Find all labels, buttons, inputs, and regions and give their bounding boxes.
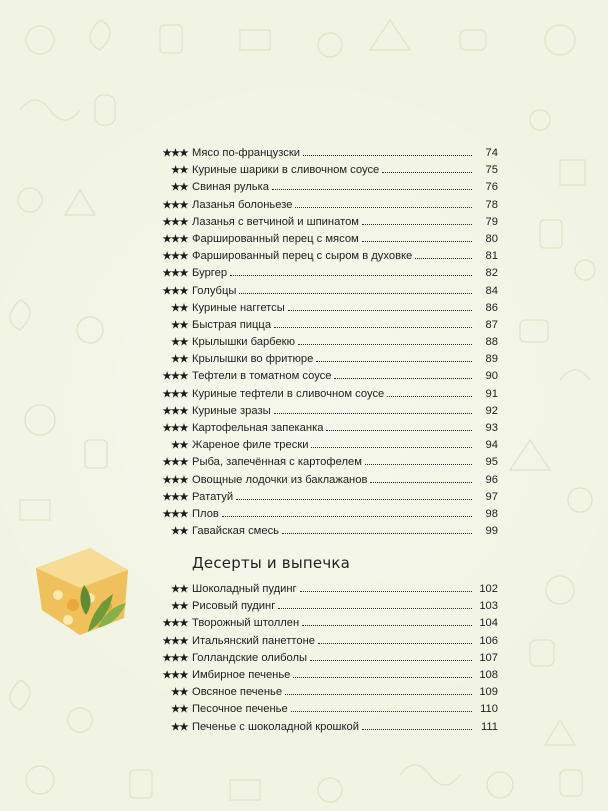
dot-leader [274,327,472,328]
recipe-title: Свиная рулька [192,181,270,194]
toc-entry [148,437,498,454]
recipe-title: Быстрая пицца [192,318,272,331]
toc-entry [148,420,498,437]
difficulty-stars: ★★★ [162,216,188,228]
page-number: 109 [479,686,498,699]
recipe-title: Жареное филе трески [192,439,309,452]
difficulty-stars: ★★★ [162,285,188,297]
recipe-title: Гавайская смесь [192,525,279,538]
dot-leader [326,430,472,431]
difficulty-stars: ★★ [171,440,188,452]
difficulty-stars: ★★★ [162,199,188,211]
dot-leader [365,464,472,465]
toc-entry [148,334,498,351]
section-title-desserts: Десерты и выпечка [192,554,351,572]
page-number: 74 [485,147,498,159]
difficulty-stars: ★★★ [162,233,188,245]
recipe-title: Рататуй [192,490,234,503]
toc-entry [148,701,498,718]
dot-leader [362,729,472,730]
dot-leader [288,310,472,311]
recipe-title: Крылышки во фритюре [192,353,314,366]
toc-entry [148,197,498,214]
recipe-title: Фаршированный перец с сыром в духовке [192,250,413,263]
page-number: 81 [485,250,498,263]
toc-entry [148,454,498,471]
toc-entry [148,179,498,196]
dot-leader [222,516,472,517]
dot-leader [291,711,472,712]
recipe-title: Плов [192,507,219,520]
dot-leader [239,293,472,294]
toc-entry [148,145,498,162]
toc-entry [148,633,498,650]
recipe-title: Бургер [192,267,228,280]
recipe-title: Овощные лодочки из баклажанов [192,473,368,486]
dot-leader [310,660,472,661]
recipe-title: Фаршированный перец с мясом [192,232,359,245]
toc-entry [148,300,498,317]
recipe-title: Итальянский панеттоне [192,634,316,647]
recipe-title: Голубцы [192,284,237,297]
toc-entry [148,650,498,667]
recipe-title: Куриные наггетсы [192,301,285,314]
toc-entry [148,214,498,231]
page-number: 86 [485,301,498,314]
difficulty-stars: ★★★ [162,405,188,417]
page-number: 91 [485,387,498,400]
toc-entry [148,231,498,248]
toc-entry [148,317,498,334]
toc-entry [148,351,498,368]
page-number: 99 [485,525,498,538]
dot-leader [230,275,472,276]
recipe-title: Имбирное печенье [192,668,291,681]
difficulty-stars: ★★★ [162,268,188,280]
difficulty-stars: ★★ [171,302,188,314]
recipe-title: Творожный штоллен [192,617,300,630]
recipe-title: Печенье с шоколадной крошкой [192,720,360,733]
difficulty-stars: ★★ [171,721,188,733]
page-number: 92 [485,404,498,417]
difficulty-stars: ★★ [171,601,188,613]
recipe-title: Голландские олиболы [192,651,308,664]
difficulty-stars: ★★★ [162,457,188,469]
difficulty-stars: ★★★ [162,388,188,400]
dot-leader [362,241,472,242]
dot-leader [236,499,472,500]
dot-leader [303,155,472,156]
page-number: 79 [485,215,498,228]
recipe-title: Рыба, запечённая с картофелем [192,456,362,469]
toc-entry [148,598,498,615]
difficulty-stars: ★★ [171,526,188,538]
dot-leader [362,224,472,225]
page-number: 76 [485,181,498,194]
page-number: 107 [479,651,498,664]
page-number: 96 [485,473,498,486]
page-number: 103 [479,600,498,613]
cake-slice-illustration [28,540,138,640]
dot-leader [272,189,472,190]
toc-entry [148,368,498,385]
toc-entry [148,506,498,523]
toc-entry [148,386,498,403]
recipe-title: Рисовый пудинг [192,600,276,613]
toc-entry [148,265,498,282]
page-number: 108 [479,668,498,681]
page-number: 88 [485,336,498,349]
difficulty-stars: ★★ [171,337,188,349]
recipe-title: Тефтели в томатном соусе [192,370,332,383]
dot-leader [382,172,472,173]
dot-leader [387,396,472,397]
page-number: 78 [485,198,498,211]
toc-entry [148,667,498,684]
recipe-title: Овсяное печенье [192,686,283,699]
dot-leader [415,258,472,259]
dot-leader [302,625,472,626]
difficulty-stars: ★★★ [162,669,188,681]
page-number: 75 [485,164,498,177]
difficulty-stars: ★★★ [162,423,188,434]
page-number: 87 [485,318,498,331]
toc-entry [148,472,498,489]
toc-entry [148,523,498,540]
recipe-title: Песочное печенье [192,703,288,716]
dot-leader [282,533,472,534]
difficulty-stars: ★★★ [162,371,188,383]
recipe-title: Куриные тефтели в сливочном соусе [192,387,385,400]
recipe-title: Картофельная запеканка [192,422,324,434]
difficulty-stars: ★★ [171,687,188,699]
recipe-title: Мясо по-французски [192,147,301,159]
page-number: 110 [480,703,498,716]
dot-leader [298,344,472,345]
dot-leader [295,207,472,208]
dot-leader [285,694,472,695]
difficulty-stars: ★★ [171,319,188,331]
difficulty-stars: ★★ [171,704,188,716]
toc-entry [148,248,498,265]
toc-entry [148,283,498,300]
difficulty-stars: ★★ [171,182,188,194]
difficulty-stars: ★★★ [162,618,188,630]
page-number: 82 [485,267,498,280]
difficulty-stars: ★★★ [162,491,188,503]
dot-leader [316,361,472,362]
recipe-title: Лазанья болоньезе [192,198,293,211]
page-number: 104 [479,617,498,630]
recipe-title: Куриные зразы [192,404,271,417]
toc-entry [148,489,498,506]
page-number: 111 [480,720,498,733]
page-number: 80 [485,232,498,245]
page-number: 89 [485,353,498,366]
page-number: 90 [485,370,498,383]
page-number: 84 [485,284,498,297]
page-number: 93 [485,422,498,434]
toc-entry [148,403,498,420]
recipe-title: Лазанья с ветчиной и шпинатом [192,215,359,228]
toc-entry [148,684,498,701]
difficulty-stars: ★★★ [162,474,188,486]
page-number: 98 [485,507,498,520]
toc-entry [148,581,498,598]
page-number: 102 [479,583,498,595]
page-number: 106 [479,634,498,647]
toc-entry [148,162,498,179]
recipe-title: Крылышки барбекю [192,336,295,349]
difficulty-stars: ★★★ [162,148,188,159]
page-number: 97 [485,490,498,503]
difficulty-stars: ★★ [171,584,188,595]
dot-leader [300,591,472,592]
difficulty-stars: ★★★ [162,652,188,664]
difficulty-stars: ★★ [171,354,188,366]
dot-leader [274,413,472,414]
recipe-title: Куриные шарики в сливочном соусе [192,164,380,177]
table-of-contents-main [148,145,498,540]
difficulty-stars: ★★★ [162,251,188,263]
dot-leader [278,608,472,609]
toc-entry [148,719,498,736]
page-number: 95 [485,456,498,469]
dot-leader [311,447,472,448]
toc-entry [148,615,498,632]
dot-leader [318,643,472,644]
dot-leader [370,482,472,483]
table-of-contents-desserts [148,581,498,736]
page-number: 94 [485,439,498,452]
recipe-title: Шоколадный пудинг [192,583,297,595]
difficulty-stars: ★★★ [162,508,188,520]
difficulty-stars: ★★★ [162,635,188,647]
difficulty-stars: ★★ [171,165,188,177]
dot-leader [334,378,472,379]
dot-leader [293,677,472,678]
